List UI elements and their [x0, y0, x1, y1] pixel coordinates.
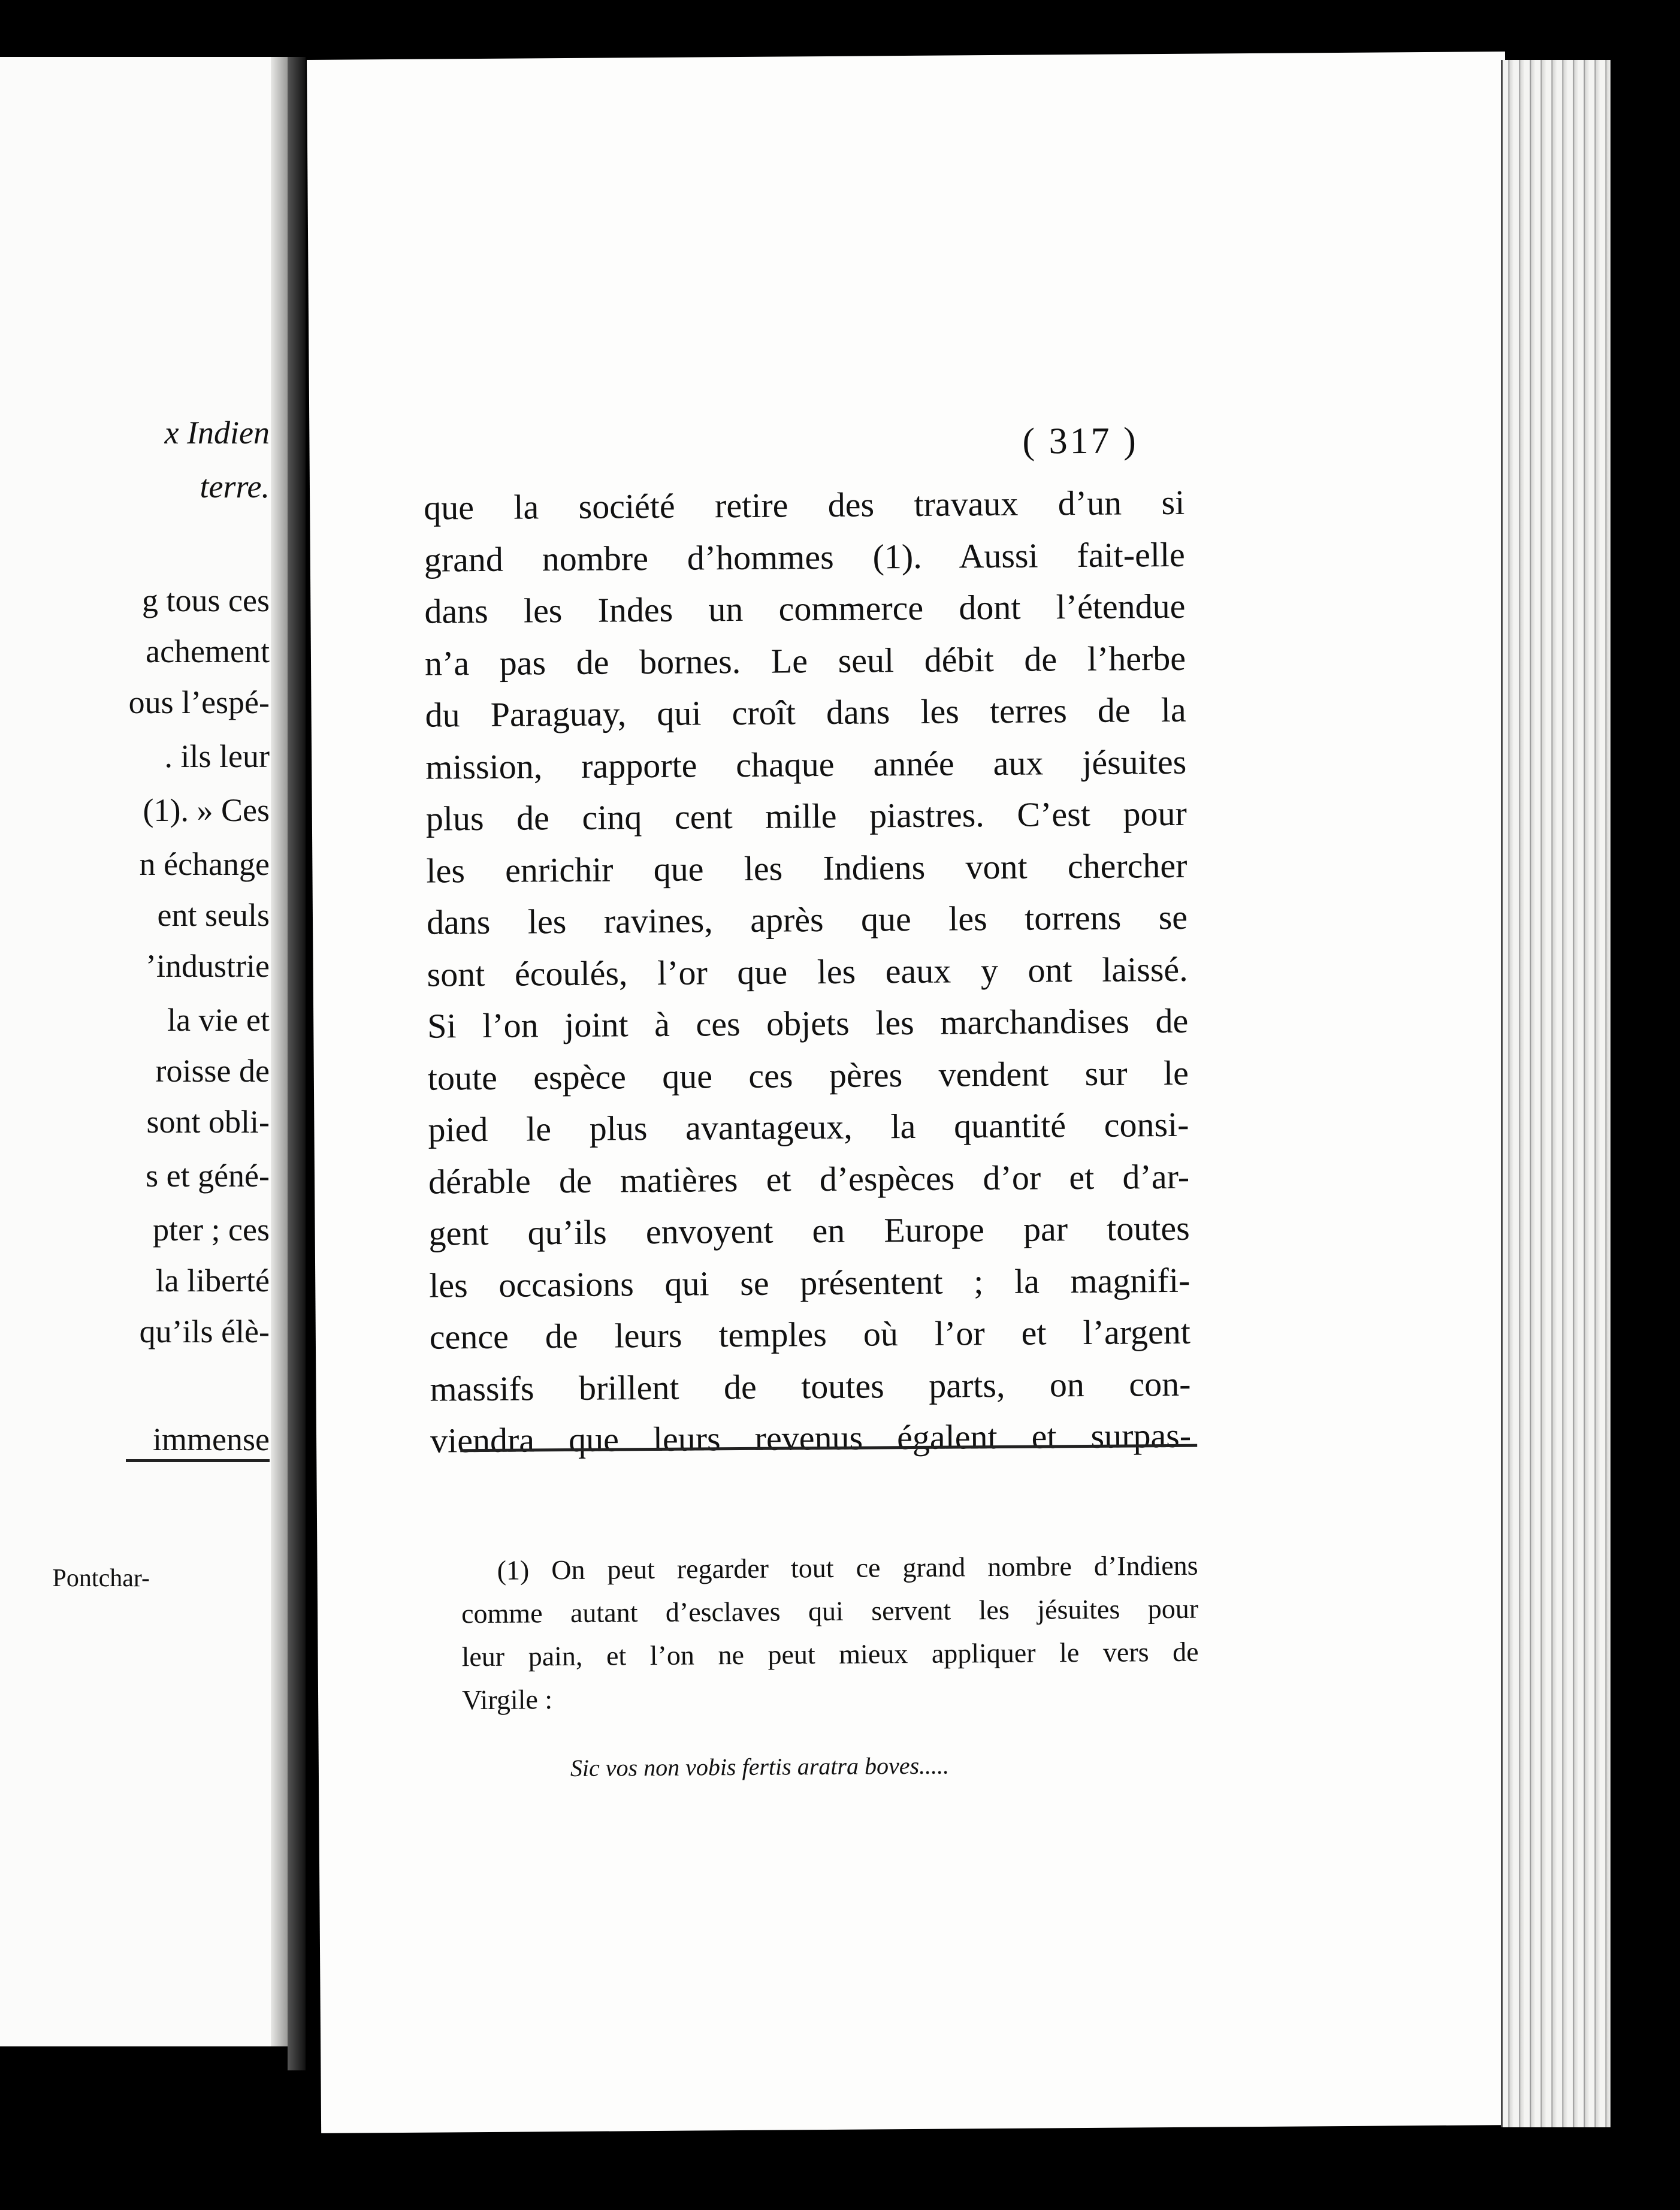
body-line: gent qu’ils envoyent en Europe par toutes — [428, 1208, 1190, 1253]
body-line: n’a pas de bornes. Le seul débit de l’herbe — [424, 638, 1186, 683]
left-page — [0, 57, 288, 2046]
body-line: Si l’on joint à ces objets les marchandises de — [427, 1001, 1189, 1046]
page-edges — [1501, 60, 1610, 2127]
footnote-line: leur pain, et l’on ne peut mieux appliquer le vers de — [461, 1636, 1199, 1672]
left-page-line: la vie et — [167, 1002, 270, 1038]
body-line: dérable de matières et d’espèces d’or et d’ar- — [428, 1157, 1190, 1201]
book-gutter — [288, 57, 306, 2070]
left-page-line: immense — [153, 1421, 270, 1457]
body-line: sont écoulés, l’or que les eaux y ont laissé. — [427, 949, 1188, 994]
left-page-line: sont obli- — [146, 1104, 270, 1140]
body-line: massifs brillent de toutes parts, on con- — [430, 1364, 1191, 1409]
left-page-line: achement — [146, 633, 270, 669]
left-page-line: . ils leur — [164, 738, 270, 774]
left-page-line: s et géné- — [146, 1158, 270, 1194]
left-page-line: terre. — [200, 469, 270, 505]
left-page-line: ’industrie — [146, 948, 270, 984]
left-page-edge — [271, 57, 288, 2046]
page-number: ( 317 ) — [1022, 420, 1139, 462]
body-line: plus de cinq cent mille piastres. C’est pour — [425, 793, 1188, 838]
footnote — [461, 1550, 1199, 1716]
footnote-line: Virgile : — [461, 1684, 553, 1716]
left-footnote-rule — [126, 1459, 270, 1462]
left-page-line: qu’ils élè- — [139, 1314, 270, 1349]
body-line: dans les ravines, après que les torrens se — [426, 897, 1188, 942]
body-line: les occasions qui se présentent ; la magnifi- — [429, 1260, 1190, 1305]
body-line: dans les Indes un commerce dont l’étendue — [424, 586, 1186, 631]
left-page-line: (1). » Ces — [143, 792, 270, 828]
body-line: mission, rapporte chaque année aux jésuites — [425, 742, 1187, 787]
body-line: du Paraguay, qui croît dans les terres de la — [425, 690, 1186, 735]
body-line: viendra que leurs revenus égalent et surpas- — [430, 1415, 1192, 1460]
body-text — [423, 482, 1192, 1460]
body-line: que la société retire des travaux d’un si — [423, 482, 1185, 527]
footnote-line: comme autant d’esclaves qui servent les jésuites pour — [461, 1593, 1199, 1629]
footnote-line: (1) On peut regarder tout ce grand nombre d’Indiens — [497, 1550, 1198, 1586]
left-footnote: Pontchar- — [52, 1565, 150, 1592]
left-page-line: pter ; ces — [153, 1212, 270, 1248]
right-page — [307, 52, 1519, 2133]
body-line: grand nombre d’hommes (1). Aussi fait-elle — [424, 535, 1186, 579]
body-line: cence de leurs temples où l’or et l’argent — [429, 1312, 1191, 1357]
left-page-line: x Indien — [164, 415, 270, 451]
body-line: pied le plus avantageux, la quantité consi- — [428, 1104, 1189, 1149]
left-page-line: roisse de — [155, 1053, 270, 1089]
left-page-line: g tous ces — [142, 582, 270, 618]
left-page-line: ous l’espé- — [128, 684, 270, 720]
left-page-line: ent seuls — [157, 897, 270, 933]
body-line: toute espèce que ces pères vendent sur le — [427, 1053, 1189, 1098]
footnote-quote: Sic vos non vobis fertis aratra boves..... — [570, 1752, 950, 1782]
left-page-line: la liberté — [155, 1263, 270, 1299]
body-line: les enrichir que les Indiens vont chercher — [426, 846, 1188, 890]
left-page-line: n échange — [139, 846, 270, 882]
